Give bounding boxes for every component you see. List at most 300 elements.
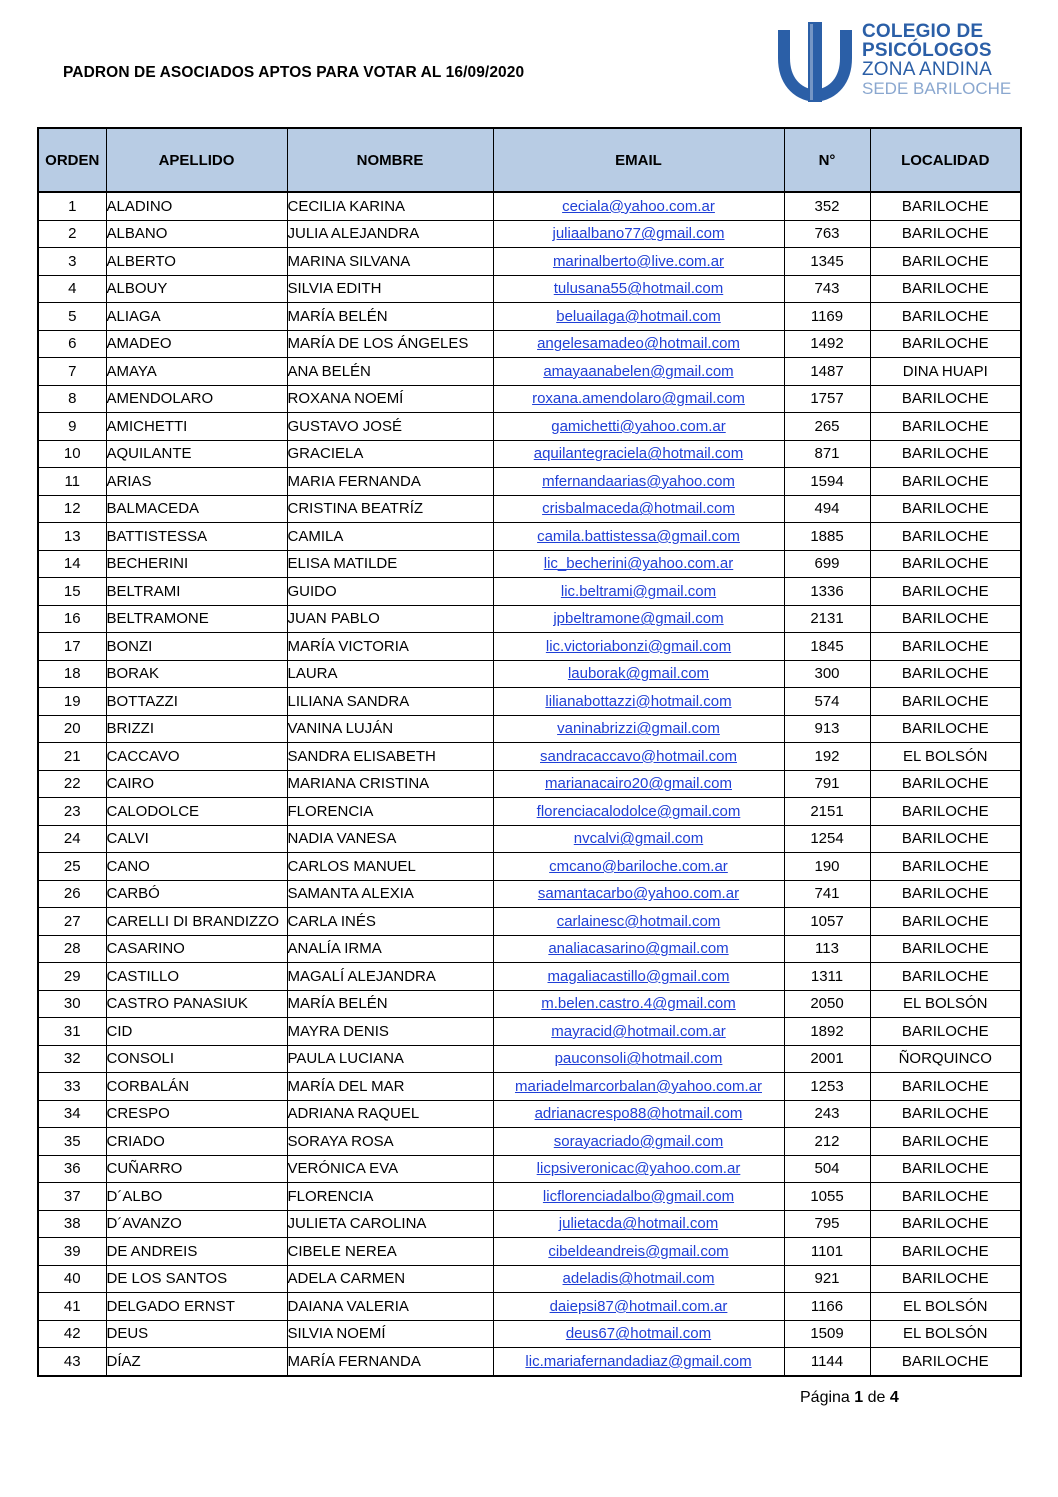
logo-line-3: ZONA ANDINA: [862, 59, 992, 80]
cell-email-link[interactable]: juliaalbano77@gmail.com: [493, 220, 784, 248]
logo-text: [862, 22, 1011, 98]
cell-orden: 43: [38, 1348, 106, 1376]
cell-apellido: AMICHETTI: [106, 413, 287, 441]
table-row: [38, 1348, 1021, 1376]
cell-orden: 26: [38, 880, 106, 908]
cell-numero: 494: [784, 495, 870, 523]
cell-numero: 1509: [784, 1320, 870, 1348]
logo: [770, 18, 1012, 108]
cell-email-link[interactable]: cmcano@bariloche.com.ar: [493, 853, 784, 881]
cell-localidad: BARILOCHE: [870, 330, 1021, 358]
cell-orden: 13: [38, 523, 106, 551]
cell-email-link[interactable]: roxana.amendolaro@gmail.com: [493, 385, 784, 413]
table-row: [38, 990, 1021, 1018]
cell-nombre: CAMILA: [287, 523, 493, 551]
cell-localidad: BARILOCHE: [870, 660, 1021, 688]
cell-email-link[interactable]: jpbeltramone@gmail.com: [493, 605, 784, 633]
table-row: [38, 413, 1021, 441]
cell-email-link[interactable]: samantacarbo@yahoo.com.ar: [493, 880, 784, 908]
cell-nombre: CRISTINA BEATRÍZ: [287, 495, 493, 523]
cell-orden: 4: [38, 275, 106, 303]
cell-email-link[interactable]: magaliacastillo@gmail.com: [493, 963, 784, 991]
cell-localidad: BARILOCHE: [870, 578, 1021, 606]
table-row: [38, 1155, 1021, 1183]
table-row: [38, 1128, 1021, 1156]
table-row: [38, 660, 1021, 688]
cell-orden: 41: [38, 1293, 106, 1321]
cell-localidad: BARILOCHE: [870, 523, 1021, 551]
cell-apellido: AMADEO: [106, 330, 287, 358]
table-header-row: [38, 128, 1021, 192]
cell-numero: 212: [784, 1128, 870, 1156]
cell-numero: 300: [784, 660, 870, 688]
cell-apellido: AMAYA: [106, 358, 287, 386]
cell-nombre: MARÍA BELÉN: [287, 303, 493, 331]
cell-orden: 34: [38, 1100, 106, 1128]
column-header-nombre: NOMBRE: [287, 128, 493, 192]
cell-email-link[interactable]: mayracid@hotmail.com.ar: [493, 1018, 784, 1046]
table-body: [38, 192, 1021, 1376]
cell-nombre: ELISA MATILDE: [287, 550, 493, 578]
cell-apellido: ALIAGA: [106, 303, 287, 331]
column-header-email: EMAIL: [493, 128, 784, 192]
cell-numero: 1845: [784, 633, 870, 661]
cell-numero: 190: [784, 853, 870, 881]
cell-email-link[interactable]: lic_becherini@yahoo.com.ar: [493, 550, 784, 578]
cell-apellido: CAIRO: [106, 770, 287, 798]
cell-orden: 5: [38, 303, 106, 331]
cell-email-link[interactable]: lic.mariafernandadiaz@gmail.com: [493, 1348, 784, 1376]
cell-localidad: BARILOCHE: [870, 1238, 1021, 1266]
cell-nombre: VANINA LUJÁN: [287, 715, 493, 743]
cell-apellido: ALADINO: [106, 192, 287, 220]
cell-nombre: FLORENCIA: [287, 798, 493, 826]
cell-email-link[interactable]: cibeldeandreis@gmail.com: [493, 1238, 784, 1266]
cell-localidad: BARILOCHE: [870, 853, 1021, 881]
cell-email-link[interactable]: adrianacrespo88@hotmail.com: [493, 1100, 784, 1128]
table-row: [38, 1100, 1021, 1128]
column-header-orden: ORDEN: [38, 128, 106, 192]
column-header-numero: N°: [784, 128, 870, 192]
cell-numero: 913: [784, 715, 870, 743]
table-row: [38, 963, 1021, 991]
cell-apellido: CID: [106, 1018, 287, 1046]
cell-orden: 10: [38, 440, 106, 468]
cell-orden: 25: [38, 853, 106, 881]
table-row: [38, 1238, 1021, 1266]
cell-numero: 1101: [784, 1238, 870, 1266]
cell-orden: 15: [38, 578, 106, 606]
cell-email-link[interactable]: licpsiveronicac@yahoo.com.ar: [493, 1155, 784, 1183]
cell-nombre: VERÓNICA EVA: [287, 1155, 493, 1183]
cell-numero: 795: [784, 1210, 870, 1238]
cell-orden: 40: [38, 1265, 106, 1293]
cell-orden: 18: [38, 660, 106, 688]
cell-nombre: MARINA SILVANA: [287, 248, 493, 276]
cell-numero: 871: [784, 440, 870, 468]
cell-localidad: BARILOCHE: [870, 275, 1021, 303]
cell-orden: 1: [38, 192, 106, 220]
cell-apellido: D´AVANZO: [106, 1210, 287, 1238]
cell-localidad: BARILOCHE: [870, 825, 1021, 853]
cell-orden: 19: [38, 688, 106, 716]
cell-numero: 1169: [784, 303, 870, 331]
cell-orden: 23: [38, 798, 106, 826]
cell-nombre: GRACIELA: [287, 440, 493, 468]
cell-email-link[interactable]: daiepsi87@hotmail.com.ar: [493, 1293, 784, 1321]
cell-apellido: BONZI: [106, 633, 287, 661]
cell-email-link[interactable]: mariadelmarcorbalan@yahoo.com.ar: [493, 1073, 784, 1101]
table-row: [38, 1320, 1021, 1348]
table-row: [38, 1210, 1021, 1238]
table-row: [38, 248, 1021, 276]
cell-email-link[interactable]: sandracaccavo@hotmail.com: [493, 743, 784, 771]
cell-nombre: ANALÍA IRMA: [287, 935, 493, 963]
cell-orden: 8: [38, 385, 106, 413]
cell-numero: 791: [784, 770, 870, 798]
cell-localidad: DINA HUAPI: [870, 358, 1021, 386]
cell-nombre: JUAN PABLO: [287, 605, 493, 633]
cell-orden: 12: [38, 495, 106, 523]
cell-localidad: BARILOCHE: [870, 1348, 1021, 1376]
cell-localidad: BARILOCHE: [870, 385, 1021, 413]
cell-apellido: CALODOLCE: [106, 798, 287, 826]
cell-numero: 1254: [784, 825, 870, 853]
cell-localidad: BARILOCHE: [870, 1155, 1021, 1183]
cell-localidad: BARILOCHE: [870, 248, 1021, 276]
table-row: [38, 633, 1021, 661]
table-row: [38, 1073, 1021, 1101]
cell-email-link[interactable]: licflorenciadalbo@gmail.com: [493, 1183, 784, 1211]
cell-localidad: BARILOCHE: [870, 935, 1021, 963]
cell-email-link[interactable]: marianacairo20@gmail.com: [493, 770, 784, 798]
cell-localidad: BARILOCHE: [870, 1265, 1021, 1293]
cell-apellido: DE LOS SANTOS: [106, 1265, 287, 1293]
cell-nombre: SILVIA EDITH: [287, 275, 493, 303]
cell-email-link[interactable]: vaninabrizzi@gmail.com: [493, 715, 784, 743]
cell-nombre: NADIA VANESA: [287, 825, 493, 853]
cell-numero: 265: [784, 413, 870, 441]
cell-apellido: BRIZZI: [106, 715, 287, 743]
cell-numero: 2151: [784, 798, 870, 826]
cell-localidad: EL BOLSÓN: [870, 990, 1021, 1018]
cell-orden: 17: [38, 633, 106, 661]
cell-apellido: BATTISTESSA: [106, 523, 287, 551]
table-row: [38, 192, 1021, 220]
cell-apellido: ALBOUY: [106, 275, 287, 303]
cell-numero: 113: [784, 935, 870, 963]
cell-localidad: BARILOCHE: [870, 798, 1021, 826]
psi-symbol-icon: [770, 18, 860, 108]
cell-nombre: MARIA FERNANDA: [287, 468, 493, 496]
document-title: PADRON DE ASOCIADOS APTOS PARA VOTAR AL 16/09/2020: [63, 64, 525, 81]
cell-email-link[interactable]: adeladis@hotmail.com: [493, 1265, 784, 1293]
table-row: [38, 523, 1021, 551]
cell-orden: 22: [38, 770, 106, 798]
column-header-localidad: LOCALIDAD: [870, 128, 1021, 192]
cell-nombre: CECILIA KARINA: [287, 192, 493, 220]
cell-numero: 1757: [784, 385, 870, 413]
table-row: [38, 330, 1021, 358]
cell-nombre: JULIA ALEJANDRA: [287, 220, 493, 248]
cell-nombre: SANDRA ELISABETH: [287, 743, 493, 771]
cell-apellido: CRESPO: [106, 1100, 287, 1128]
cell-apellido: CARBÓ: [106, 880, 287, 908]
cell-numero: 1166: [784, 1293, 870, 1321]
cell-email-link[interactable]: lauborak@gmail.com: [493, 660, 784, 688]
cell-nombre: MARÍA BELÉN: [287, 990, 493, 1018]
table-row: [38, 1018, 1021, 1046]
cell-apellido: CASARINO: [106, 935, 287, 963]
cell-numero: 2050: [784, 990, 870, 1018]
cell-email-link[interactable]: aquilantegraciela@hotmail.com: [493, 440, 784, 468]
cell-localidad: BARILOCHE: [870, 770, 1021, 798]
total-pages: 4: [889, 1389, 899, 1406]
cell-email-link[interactable]: marinalberto@live.com.ar: [493, 248, 784, 276]
cell-orden: 36: [38, 1155, 106, 1183]
page-label: Página: [800, 1389, 850, 1406]
cell-orden: 14: [38, 550, 106, 578]
cell-nombre: MAGALÍ ALEJANDRA: [287, 963, 493, 991]
table-row: [38, 550, 1021, 578]
cell-nombre: MARÍA DE LOS ÁNGELES: [287, 330, 493, 358]
cell-apellido: CASTRO PANASIUK: [106, 990, 287, 1018]
cell-numero: 574: [784, 688, 870, 716]
cell-numero: 743: [784, 275, 870, 303]
cell-orden: 6: [38, 330, 106, 358]
cell-apellido: D´ALBO: [106, 1183, 287, 1211]
cell-apellido: BELTRAMI: [106, 578, 287, 606]
cell-localidad: ÑORQUINCO: [870, 1045, 1021, 1073]
cell-numero: 699: [784, 550, 870, 578]
cell-nombre: ANA BELÉN: [287, 358, 493, 386]
cell-numero: 243: [784, 1100, 870, 1128]
table-row: [38, 220, 1021, 248]
table-row: [38, 303, 1021, 331]
cell-nombre: ADELA CARMEN: [287, 1265, 493, 1293]
cell-orden: 42: [38, 1320, 106, 1348]
cell-orden: 38: [38, 1210, 106, 1238]
table-row: [38, 935, 1021, 963]
cell-numero: 1885: [784, 523, 870, 551]
cell-email-link[interactable]: carlainesc@hotmail.com: [493, 908, 784, 936]
cell-email-link[interactable]: deus67@hotmail.com: [493, 1320, 784, 1348]
cell-orden: 7: [38, 358, 106, 386]
cell-email-link[interactable]: florenciacalodolce@gmail.com: [493, 798, 784, 826]
cell-email-link[interactable]: camila.battistessa@gmail.com: [493, 523, 784, 551]
cell-orden: 28: [38, 935, 106, 963]
cell-apellido: AQUILANTE: [106, 440, 287, 468]
cell-numero: 1055: [784, 1183, 870, 1211]
table-row: [38, 468, 1021, 496]
cell-localidad: BARILOCHE: [870, 1128, 1021, 1156]
cell-nombre: CARLOS MANUEL: [287, 853, 493, 881]
cell-orden: 21: [38, 743, 106, 771]
cell-nombre: FLORENCIA: [287, 1183, 493, 1211]
cell-email-link[interactable]: angelesamadeo@hotmail.com: [493, 330, 784, 358]
table-row: [38, 853, 1021, 881]
page-separator: de: [867, 1389, 886, 1406]
cell-nombre: ROXANA NOEMÍ: [287, 385, 493, 413]
cell-email-link[interactable]: crisbalmaceda@hotmail.com: [493, 495, 784, 523]
cell-nombre: PAULA LUCIANA: [287, 1045, 493, 1073]
cell-email-link[interactable]: julietacda@hotmail.com: [493, 1210, 784, 1238]
cell-orden: 32: [38, 1045, 106, 1073]
logo-line-1: COLEGIO DE: [862, 21, 984, 42]
table-row: [38, 1045, 1021, 1073]
cell-email-link[interactable]: ceciala@yahoo.com.ar: [493, 192, 784, 220]
cell-email-link[interactable]: m.belen.castro.4@gmail.com: [493, 990, 784, 1018]
cell-apellido: CARELLI DI BRANDIZZO: [106, 908, 287, 936]
cell-email-link[interactable]: sorayacriado@gmail.com: [493, 1128, 784, 1156]
cell-localidad: BARILOCHE: [870, 220, 1021, 248]
table-row: [38, 1265, 1021, 1293]
cell-email-link[interactable]: beluailaga@hotmail.com: [493, 303, 784, 331]
cell-orden: 3: [38, 248, 106, 276]
cell-orden: 31: [38, 1018, 106, 1046]
cell-orden: 9: [38, 413, 106, 441]
cell-apellido: CRIADO: [106, 1128, 287, 1156]
table-row: [38, 495, 1021, 523]
cell-nombre: GUSTAVO JOSÉ: [287, 413, 493, 441]
cell-nombre: SORAYA ROSA: [287, 1128, 493, 1156]
cell-localidad: BARILOCHE: [870, 688, 1021, 716]
cell-email-link[interactable]: amayaanabelen@gmail.com: [493, 358, 784, 386]
cell-apellido: CONSOLI: [106, 1045, 287, 1073]
cell-localidad: BARILOCHE: [870, 908, 1021, 936]
cell-apellido: ARIAS: [106, 468, 287, 496]
table-row: [38, 880, 1021, 908]
table-row: [38, 688, 1021, 716]
cell-localidad: BARILOCHE: [870, 550, 1021, 578]
cell-apellido: DELGADO ERNST: [106, 1293, 287, 1321]
cell-email-link[interactable]: analiacasarino@gmail.com: [493, 935, 784, 963]
cell-orden: 24: [38, 825, 106, 853]
cell-orden: 11: [38, 468, 106, 496]
cell-nombre: MARIANA CRISTINA: [287, 770, 493, 798]
cell-apellido: DÍAZ: [106, 1348, 287, 1376]
cell-numero: 1253: [784, 1073, 870, 1101]
cell-nombre: GUIDO: [287, 578, 493, 606]
table-row: [38, 798, 1021, 826]
table-row: [38, 385, 1021, 413]
cell-localidad: BARILOCHE: [870, 495, 1021, 523]
cell-nombre: JULIETA CAROLINA: [287, 1210, 493, 1238]
cell-localidad: EL BOLSÓN: [870, 1293, 1021, 1321]
table-row: [38, 1293, 1021, 1321]
cell-apellido: BORAK: [106, 660, 287, 688]
cell-localidad: BARILOCHE: [870, 715, 1021, 743]
table-row: [38, 770, 1021, 798]
cell-localidad: EL BOLSÓN: [870, 1320, 1021, 1348]
logo-line-4: SEDE BARILOCHE: [862, 79, 1012, 98]
current-page: 1: [854, 1389, 864, 1406]
cell-localidad: BARILOCHE: [870, 633, 1021, 661]
table-row: [38, 440, 1021, 468]
table-row: [38, 275, 1021, 303]
cell-localidad: BARILOCHE: [870, 413, 1021, 441]
cell-orden: 27: [38, 908, 106, 936]
cell-apellido: ALBANO: [106, 220, 287, 248]
cell-email-link[interactable]: mfernandaarias@yahoo.com: [493, 468, 784, 496]
cell-numero: 1892: [784, 1018, 870, 1046]
cell-orden: 30: [38, 990, 106, 1018]
cell-numero: 921: [784, 1265, 870, 1293]
cell-localidad: BARILOCHE: [870, 1210, 1021, 1238]
cell-apellido: BELTRAMONE: [106, 605, 287, 633]
cell-localidad: BARILOCHE: [870, 880, 1021, 908]
page-indicator: [800, 1389, 899, 1407]
cell-email-link[interactable]: lic.beltrami@gmail.com: [493, 578, 784, 606]
cell-orden: 2: [38, 220, 106, 248]
cell-localidad: BARILOCHE: [870, 605, 1021, 633]
cell-apellido: ALBERTO: [106, 248, 287, 276]
cell-numero: 504: [784, 1155, 870, 1183]
cell-numero: 1311: [784, 963, 870, 991]
cell-localidad: BARILOCHE: [870, 1073, 1021, 1101]
cell-localidad: BARILOCHE: [870, 468, 1021, 496]
table-row: [38, 578, 1021, 606]
cell-localidad: BARILOCHE: [870, 192, 1021, 220]
cell-numero: 1594: [784, 468, 870, 496]
cell-email-link[interactable]: lic.victoriabonzi@gmail.com: [493, 633, 784, 661]
cell-localidad: BARILOCHE: [870, 1018, 1021, 1046]
cell-numero: 2131: [784, 605, 870, 633]
cell-email-link[interactable]: tulusana55@hotmail.com: [493, 275, 784, 303]
cell-numero: 192: [784, 743, 870, 771]
cell-localidad: BARILOCHE: [870, 1183, 1021, 1211]
voter-roll-table: [37, 127, 1022, 1377]
cell-numero: 763: [784, 220, 870, 248]
cell-numero: 741: [784, 880, 870, 908]
table-row: [38, 825, 1021, 853]
cell-apellido: CORBALÁN: [106, 1073, 287, 1101]
cell-orden: 33: [38, 1073, 106, 1101]
cell-apellido: BOTTAZZI: [106, 688, 287, 716]
cell-email-link[interactable]: nvcalvi@gmail.com: [493, 825, 784, 853]
cell-email-link[interactable]: gamichetti@yahoo.com.ar: [493, 413, 784, 441]
cell-localidad: BARILOCHE: [870, 1100, 1021, 1128]
cell-nombre: MAYRA DENIS: [287, 1018, 493, 1046]
table-row: [38, 358, 1021, 386]
cell-nombre: LILIANA SANDRA: [287, 688, 493, 716]
cell-numero: 2001: [784, 1045, 870, 1073]
cell-orden: 16: [38, 605, 106, 633]
table-row: [38, 743, 1021, 771]
cell-orden: 29: [38, 963, 106, 991]
cell-localidad: BARILOCHE: [870, 440, 1021, 468]
cell-numero: 1057: [784, 908, 870, 936]
cell-numero: 1487: [784, 358, 870, 386]
cell-apellido: BECHERINI: [106, 550, 287, 578]
cell-apellido: DEUS: [106, 1320, 287, 1348]
cell-apellido: CUÑARRO: [106, 1155, 287, 1183]
table-row: [38, 715, 1021, 743]
cell-email-link[interactable]: pauconsoli@hotmail.com: [493, 1045, 784, 1073]
cell-nombre: SILVIA NOEMÍ: [287, 1320, 493, 1348]
cell-nombre: SAMANTA ALEXIA: [287, 880, 493, 908]
cell-localidad: BARILOCHE: [870, 303, 1021, 331]
cell-orden: 37: [38, 1183, 106, 1211]
logo-line-2: PSICÓLOGOS: [862, 40, 992, 61]
table-row: [38, 605, 1021, 633]
cell-email-link[interactable]: lilianabottazzi@hotmail.com: [493, 688, 784, 716]
cell-nombre: MARÍA FERNANDA: [287, 1348, 493, 1376]
cell-nombre: MARÍA VICTORIA: [287, 633, 493, 661]
cell-nombre: CIBELE NEREA: [287, 1238, 493, 1266]
cell-apellido: CALVI: [106, 825, 287, 853]
cell-orden: 20: [38, 715, 106, 743]
